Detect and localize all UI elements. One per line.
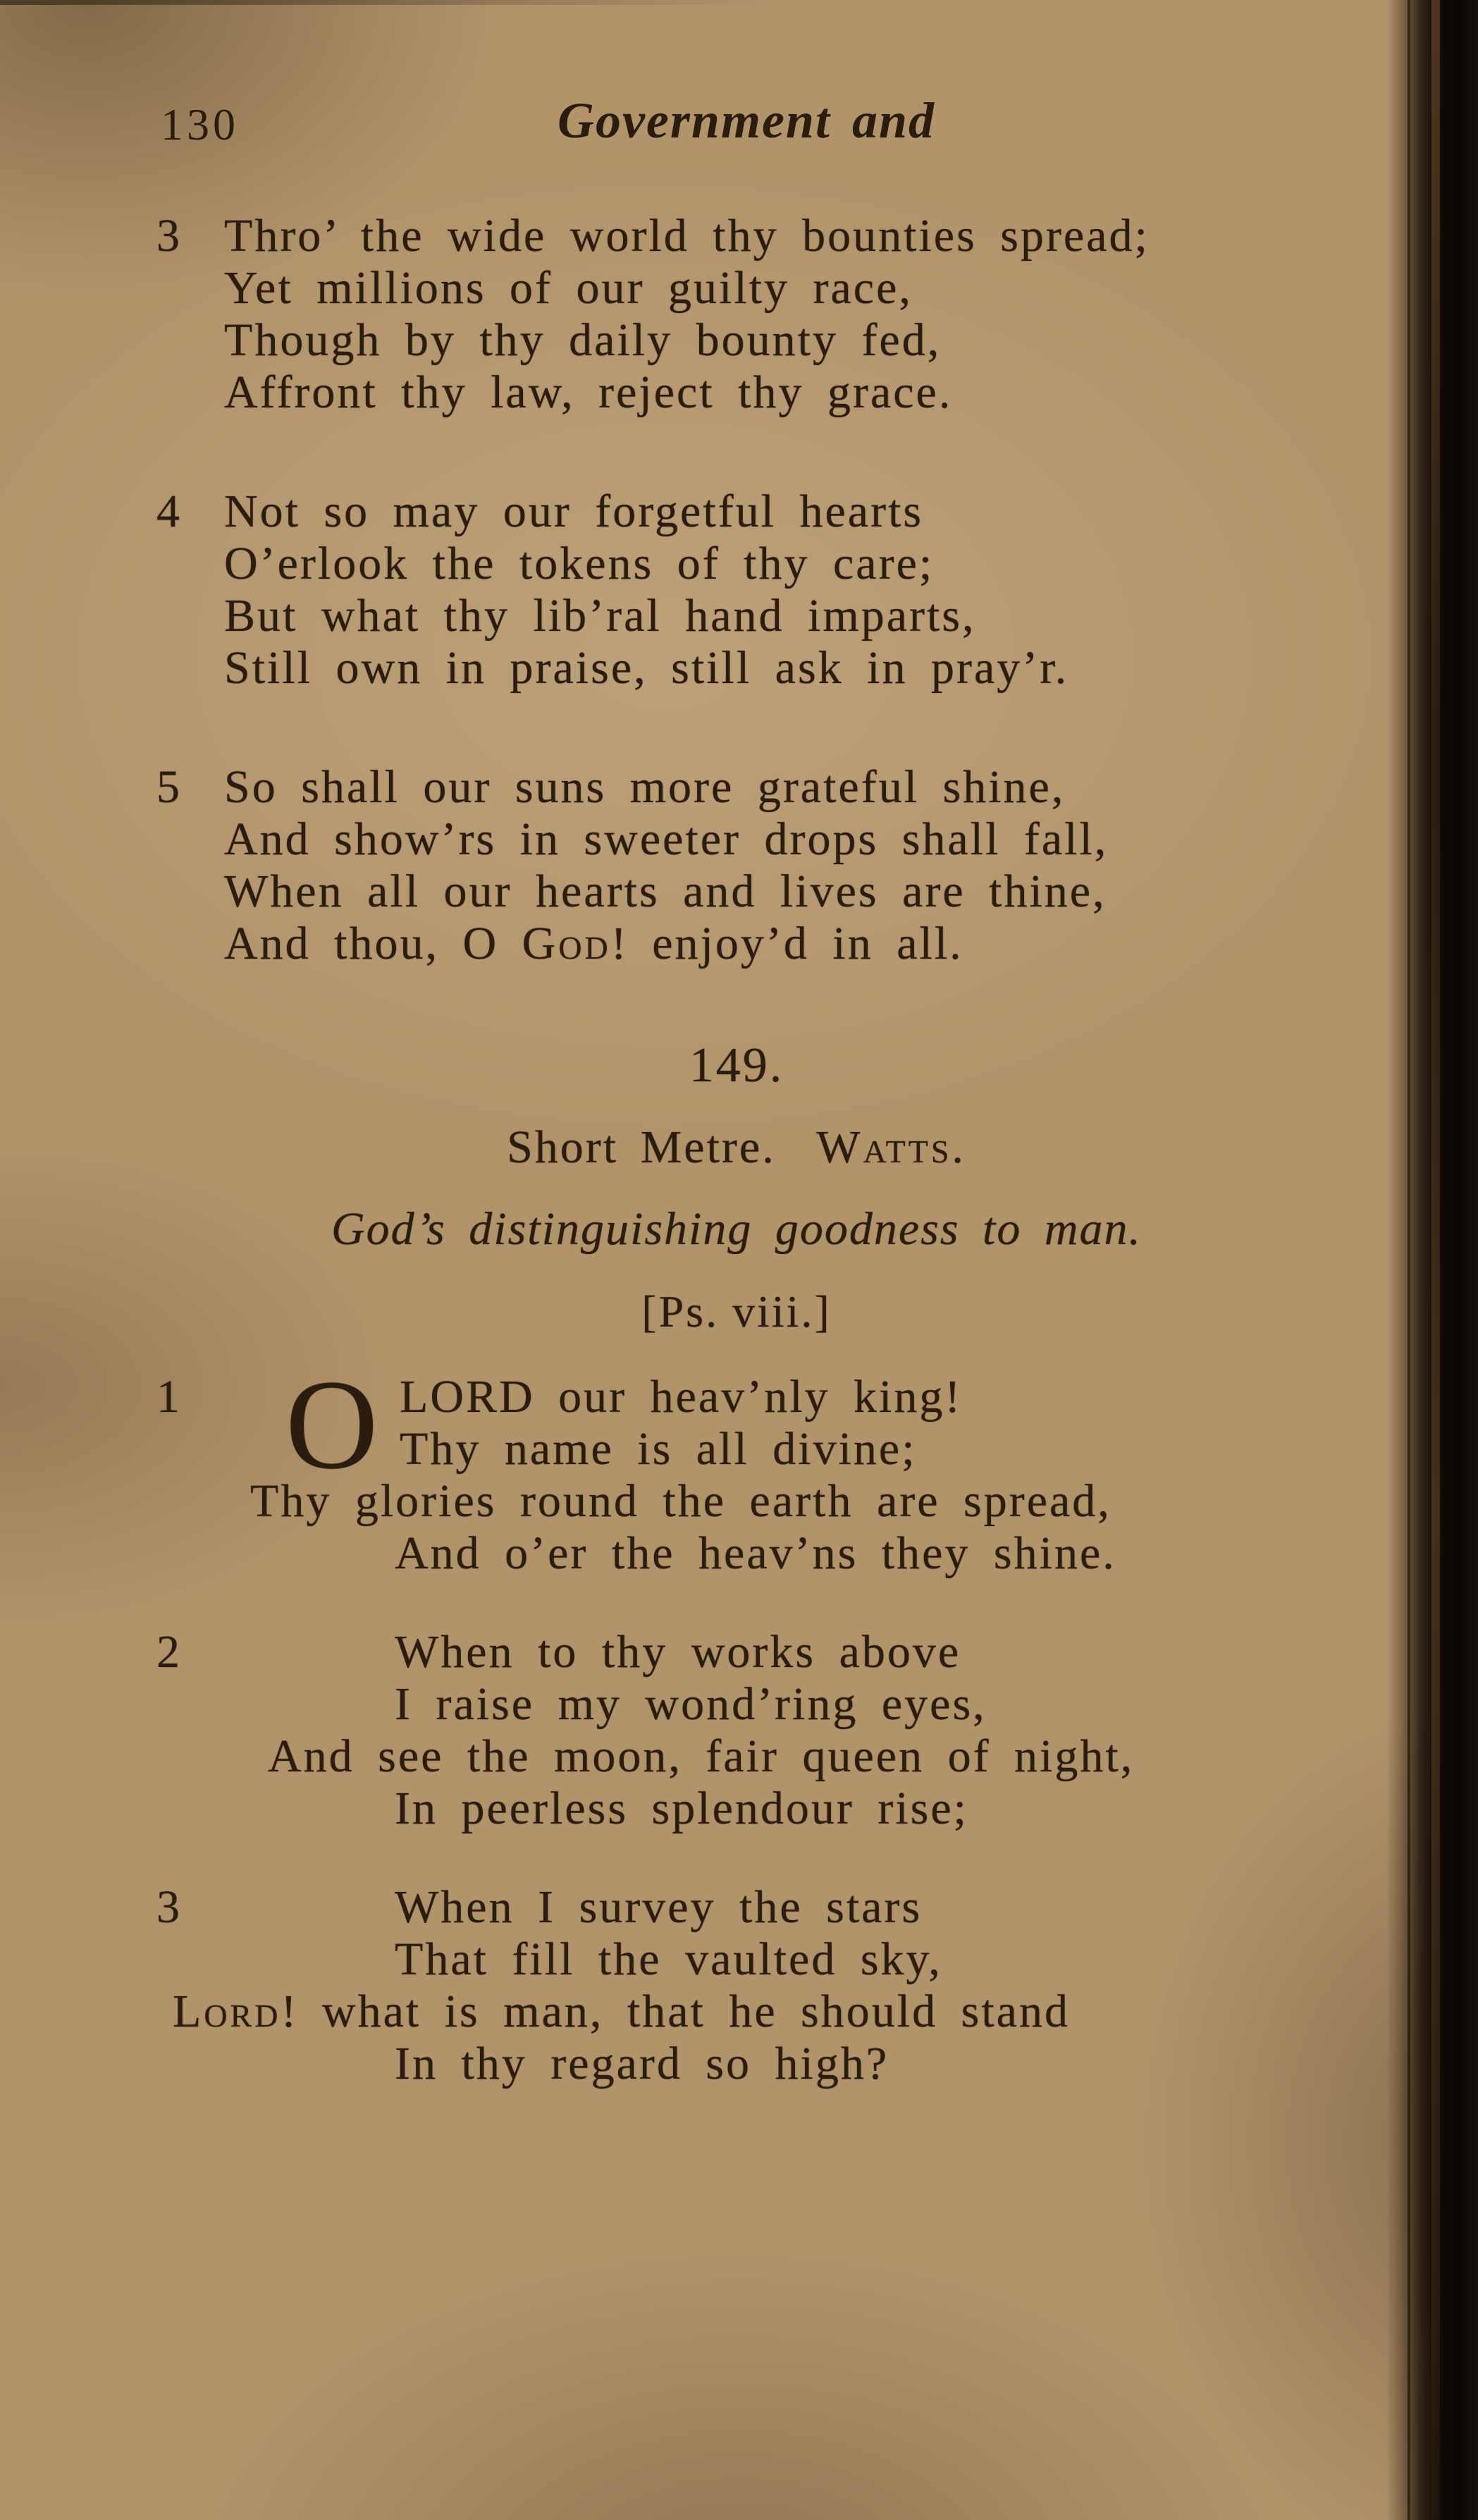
verse-line: Not so may our forgetful hearts [224,486,924,537]
verse-line: Thy name is all divine; [400,1423,917,1475]
verse-line: Still own in praise, still ask in pray’r. [224,642,1069,694]
verse-number: 2 [156,1626,180,1678]
small-caps-word: God [522,918,611,969]
hymn-149 [0,1037,1478,2090]
verse-line: In peerless splendour rise; [395,1783,968,1834]
line-segment: ! what is man, that he should stand [281,1986,1070,2037]
verse-lines [173,1354,1478,1580]
verse [0,761,1478,970]
verse-line: Affront thy law, reject thy grace. [224,367,953,418]
verse [0,1626,1478,1835]
running-title: Government and [557,92,935,149]
verse-line: And show’rs in sweeter drops shall fall, [224,813,1109,865]
metre-author-line [0,1119,1473,1176]
verse-lines [224,761,1478,970]
verse-line: Thy glories round the earth are spread, [250,1475,1111,1527]
page-header [0,92,1478,162]
hymn-title: God’s distinguishing goodness to man. [331,1203,1143,1255]
verse [0,1354,1478,1580]
verse-line: When I survey the stars [395,1881,923,1933]
verse-line: And see the moon, fair queen of night, [268,1731,1135,1782]
verse-number: 5 [156,761,180,813]
verse-line: Thro’ the wide world thy bounties spread; [224,210,1150,262]
verse [0,1881,1478,2090]
verse-line: But what thy lib’ral hand imparts, [224,590,976,641]
verse [0,486,1478,694]
verse-lines [173,1881,1478,2090]
verse [0,210,1478,419]
line-segment: And thou, O [224,918,522,969]
verse-number: 1 [156,1371,180,1422]
psalm-reference: [Ps. viii.] [641,1286,832,1336]
line-segment: ! enjoy’d in all. [610,918,963,969]
verse-line: O’erlook the tokens of thy care; [224,538,935,589]
verse-line: In thy regard so high? [395,2038,889,2089]
verse-line: So shall our suns more grateful shine, [224,761,1066,813]
verse-lines [224,210,1478,419]
verse-line: LORD our heav’nly king! [400,1371,963,1422]
verse-line: That fill the vaulted sky, [395,1934,942,1985]
verse-line [173,1986,1478,2038]
small-caps-word: Lord [173,1986,281,2037]
hymn-heading [0,1037,1473,1340]
book-binding-edge [1386,0,1478,2520]
verse-number: 4 [156,486,180,537]
verse-line [224,918,1478,970]
metre-label: Short Metre. [507,1121,776,1173]
page-number: 130 [161,99,239,149]
verse-line: Though by thy daily bounty fed, [224,314,942,366]
verse-line: Yet millions of our guilty race, [224,262,913,314]
hymn-number: 149. [689,1038,784,1093]
verse-lines [224,486,1478,694]
drop-cap: O [285,1354,378,1496]
verse-number: 3 [156,1881,180,1933]
hymn-148-verses [0,210,1478,970]
verse-line: When to thy works above [395,1626,961,1678]
verse-line: I raise my wond’ring eyes, [395,1678,987,1730]
verse-number: 3 [156,210,180,262]
verse-line: And o’er the heav’ns they shine. [395,1528,1116,1579]
verse-lines [173,1626,1478,1835]
author-name: Watts. [816,1121,966,1173]
verse-line: When all our hearts and lives are thine, [224,866,1107,917]
